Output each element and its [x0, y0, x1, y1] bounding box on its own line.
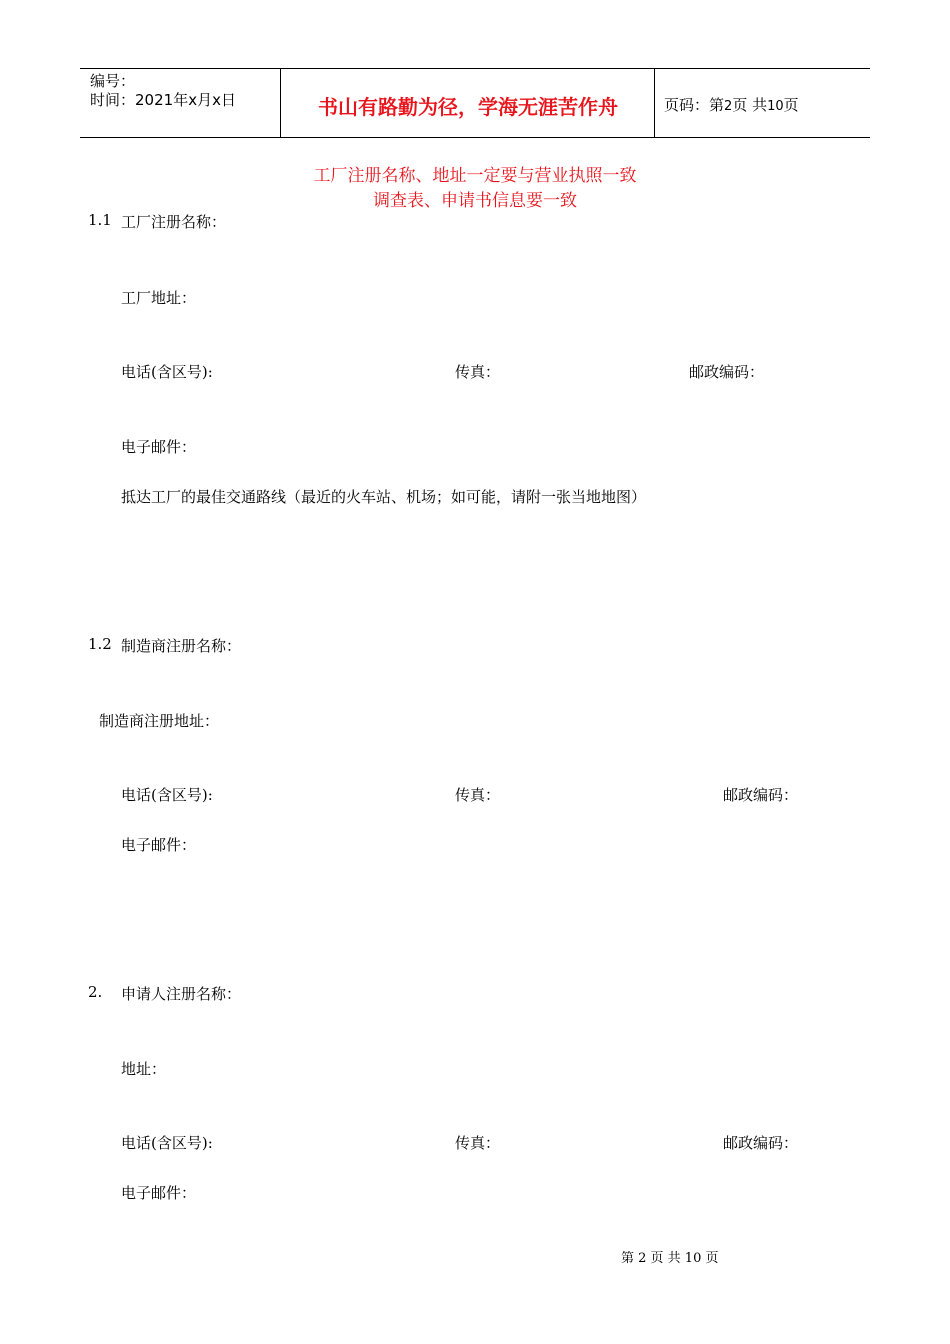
section-1-2-number: 1.2 [88, 635, 112, 653]
header-page-total: 10 [767, 99, 784, 114]
manufacturer-address-label: 制造商注册地址： [99, 712, 220, 730]
header-time-value: 2021年x月x日 [135, 91, 236, 109]
header-time-label: 时间： [90, 91, 136, 109]
header-time [90, 91, 236, 110]
header-page-info [664, 94, 799, 115]
page-header [80, 68, 870, 138]
manufacturer-fax-label: 传真： [455, 786, 501, 804]
applicant-name-label: 申请人注册名称： [121, 985, 242, 1003]
factory-postcode-label: 邮政编码： [689, 363, 765, 381]
header-divider-right [654, 69, 655, 137]
manufacturer-phone-label: 电话(含区号): [121, 786, 213, 804]
header-page-current: 2 [724, 99, 733, 114]
applicant-postcode-label: 邮政编码： [723, 1134, 799, 1152]
applicant-phone-label: 电话(含区号): [121, 1134, 213, 1152]
section-1-1-number: 1.1 [88, 211, 112, 229]
applicant-address-label: 地址： [121, 1060, 167, 1078]
factory-phone-label: 电话(含区号): [121, 363, 213, 381]
manufacturer-name-label: 制造商注册名称： [121, 637, 242, 655]
factory-email-label: 电子邮件： [121, 438, 197, 456]
header-page-suffix: 页 [783, 96, 799, 114]
page-footer: 第 2 页 共 10 页 [621, 1251, 719, 1266]
header-divider-left [280, 69, 281, 137]
factory-name-label: 工厂注册名称： [121, 213, 227, 231]
note-line-1: 工厂注册名称、地址一定要与营业执照一致 [313, 166, 637, 186]
manufacturer-email-label: 电子邮件： [121, 836, 197, 854]
manufacturer-postcode-label: 邮政编码： [723, 786, 799, 804]
header-meta [90, 72, 236, 110]
factory-address-label: 工厂地址： [121, 289, 197, 307]
header-motto: 书山有路勤为径，学海无涯苦作舟 [318, 95, 618, 119]
section-2-number: 2. [88, 983, 103, 1001]
factory-route-label: 抵达工厂的最佳交通路线（最近的火车站、机场；如可能，请附一张当地地图） [121, 488, 647, 506]
applicant-fax-label: 传真： [455, 1134, 501, 1152]
factory-fax-label: 传真： [455, 363, 501, 381]
header-page-prefix: 第 [709, 96, 725, 114]
applicant-email-label: 电子邮件： [121, 1184, 197, 1202]
note-line-2: 调查表、申请书信息要一致 [373, 191, 577, 211]
header-page-mid: 页 共 [732, 96, 768, 114]
header-page-label: 页码： [664, 96, 710, 114]
header-number-label: 编号： [90, 72, 136, 90]
